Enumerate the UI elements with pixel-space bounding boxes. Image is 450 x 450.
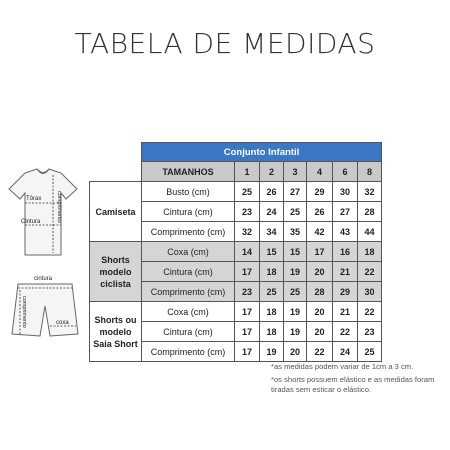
measure-value: 17 [307,242,333,262]
table-row [90,182,382,202]
measure-value: 19 [284,262,307,282]
table-header: Conjunto Infantil [142,143,382,162]
tshirt-comprimento-label: comprimento [56,191,62,223]
measure-value: 30 [358,282,382,302]
measure-value: 22 [358,302,382,322]
measure-value: 30 [333,182,358,202]
measure-value: 26 [307,202,333,222]
shorts-cintura-label: cintura [34,276,53,282]
measure-value: 43 [333,222,358,242]
measure-value: 18 [260,262,284,282]
measure-value: 19 [284,302,307,322]
measure-value: 27 [284,182,307,202]
measure-value: 20 [307,302,333,322]
measure-value: 28 [358,202,382,222]
shorts-comprimento-label: comprimento [21,296,27,328]
measure-label: Comprimento (cm) [142,282,235,302]
measure-value: 25 [284,282,307,302]
notes [271,362,450,398]
torax-label: Tórax [26,196,42,202]
size-1: 1 [235,162,260,182]
measure-value: 34 [260,222,284,242]
measure-value: 20 [284,342,307,362]
measure-value: 23 [235,202,260,222]
measure-label: Comprimento (cm) [142,222,235,242]
measure-value: 32 [235,222,260,242]
measure-value: 15 [284,242,307,262]
size-4: 4 [307,162,333,182]
measure-value: 26 [260,182,284,202]
measure-value: 44 [358,222,382,242]
measure-value: 14 [235,242,260,262]
measure-value: 25 [260,282,284,302]
sizes-row [90,162,382,182]
measure-value: 21 [333,302,358,322]
measure-value: 17 [235,262,260,282]
measure-value: 16 [333,242,358,262]
measure-value: 35 [284,222,307,242]
measure-value: 25 [235,182,260,202]
measure-value: 23 [358,322,382,342]
table-row [90,302,382,322]
measure-value: 28 [307,282,333,302]
measure-value: 23 [235,282,260,302]
measure-label: Coxa (cm) [142,302,235,322]
measure-value: 21 [333,262,358,282]
measure-value: 25 [284,202,307,222]
measure-label: Coxa (cm) [142,242,235,262]
measure-label: Comprimento (cm) [142,342,235,362]
size-8: 8 [358,162,382,182]
group-label: Camiseta [90,182,142,242]
measure-value: 20 [307,262,333,282]
measure-value: 19 [284,322,307,342]
measure-label: Cintura (cm) [142,202,235,222]
measure-value: 17 [235,302,260,322]
measure-value: 32 [358,182,382,202]
size-6: 6 [333,162,358,182]
size-2: 2 [260,162,284,182]
measure-value: 22 [333,322,358,342]
size-table [89,142,382,362]
measure-value: 17 [235,342,260,362]
measure-value: 24 [333,342,358,362]
tshirt-illustration [3,167,83,259]
page-title: TABELA DE MEDIDAS [74,27,376,60]
table-row [90,242,382,262]
note-1: *as medidas podem variar de 1cm a 3 cm. [271,362,414,371]
measure-value: 29 [307,182,333,202]
measure-value: 29 [333,282,358,302]
measure-value: 18 [260,322,284,342]
size-3: 3 [284,162,307,182]
tshirt-cintura-label: Cintura [21,219,41,225]
measure-value: 18 [358,242,382,262]
group-label: Shorts ou modelo Saia Short [90,302,142,362]
shorts-illustration [8,272,82,342]
measure-value: 15 [260,242,284,262]
measure-value: 24 [260,202,284,222]
measure-label: Cintura (cm) [142,322,235,342]
measure-label: Busto (cm) [142,182,235,202]
sizes-label: TAMANHOS [142,162,235,182]
measure-value: 22 [307,342,333,362]
measure-value: 42 [307,222,333,242]
measure-value: 25 [358,342,382,362]
measure-value: 17 [235,322,260,342]
measure-label: Cintura (cm) [142,262,235,282]
group-label: Shorts modelo ciclista [90,242,142,302]
shorts-coxa-label: coxa [56,320,69,326]
measure-value: 19 [260,342,284,362]
measure-value: 20 [307,322,333,342]
measure-value: 18 [260,302,284,322]
measure-value: 27 [333,202,358,222]
note-2: *os shorts possuem elástico e as medidas foram tiradas sem esticar o elástico. [271,375,435,394]
measure-value: 22 [358,262,382,282]
